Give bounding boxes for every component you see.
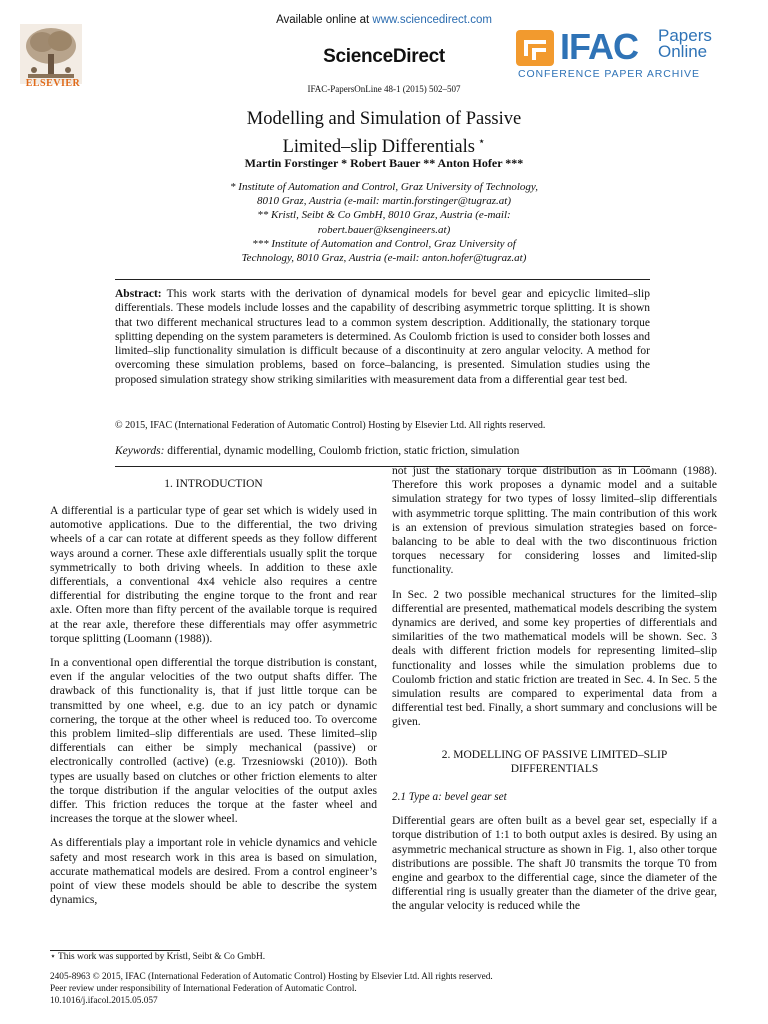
available-online-line <box>0 14 768 26</box>
affiliation-line: *** Institute of Automation and Control, Graz University of <box>252 237 516 250</box>
author-affiliations <box>0 180 768 265</box>
copyright-line: © 2015, IFAC (International Federation of Automatic Control) Hosting by Elsevier Ltd. All rights reserved. <box>115 420 546 431</box>
body-paragraph: In Sec. 2 two possible mechanical structures for the limited–slip differential are presented, mathematical models describing the system dynamics are derived, and some key properties of differentials and similarities of the two mathematical models will be shown. Sec. 3 deals with different friction models for representing limited–slip functionality and losses while the simulation problems due to Coulomb friction and static friction are treated in Sec. 4. In Sec. 5 the simulation results are compared to experimental data from a differential test bed. Finally, a short summary and conclusions will be given. <box>392 587 717 729</box>
section-1-heading: 1. INTRODUCTION <box>164 478 263 490</box>
ifac-papers-label: Papers <box>658 26 712 45</box>
affiliation-line: robert.bauer@ksengineers.at) <box>317 223 451 236</box>
body-paragraph: As differentials play a important role in vehicle dynamics and vehicle safety and most research work in this area is based on simulation, accurate mathematical models are desired. From a control engineer’s point of view these models should be able to describe the system dynamics, <box>50 836 377 907</box>
keywords-text: differential, dynamic modelling, Coulomb friction, static friction, simulation <box>167 445 520 457</box>
funding-footnote: ⋆ This work was supported by Kristl, Seibt & Co GmbH. <box>50 952 266 962</box>
available-prefix: Available online at <box>276 14 373 26</box>
ifac-online-label: Online <box>658 42 708 61</box>
publication-footer <box>50 971 710 1007</box>
ifac-mark-icon <box>516 30 554 66</box>
body-paragraph: In a conventional open differential the torque distribution is constant, even if the angular velocities of the two output shafts differ. The drawback of this functionality is, that if just little torque can be transmitted by one wheel, e.g. due to an icy patch or dynamic cornering, the torque at the other wheel is reduced too. To overcome this problem limited–slip differentials are used. These limited–slip differentials can either be simply mechanical (passive) or electronically controlled (active) (e.g. Trzesniowski (2010)). Both types are usually based on clutches or other friction elements to alter the torque distribution if the angular velocities of the output axles differ. This friction reduces the torque at the faster wheel and increases the torque at the slower wheel. <box>50 656 377 826</box>
paper-authors: Martin Forstinger * Robert Bauer ** Anton Hofer *** <box>244 156 524 170</box>
title-line-2-wrap <box>0 130 768 158</box>
title-footnote-star: ⋆ <box>477 134 486 148</box>
abstract-text: This work starts with the derivation of dynamical models for bevel gear and epicyclic limited–slip differentials. These models include losses and the capability of describing asymmetric torque splitting. It is shown that two different mechanical structures lead to a common system description. Additionally, the stationary torque splitting depending on the system parameters is determined. As Coulomb friction is used to consider both losses and limited–slip functionality simulation is difficult because of a discontinuity at zero angular velocity. A method for overcoming these simulation problems, based on force–balancing, is presented. Simulation studies using the proposed simulation strategy show striking similarities with measurement data from a differential gear test bed. <box>115 288 650 386</box>
elsevier-wordmark: ELSEVIER <box>25 78 81 89</box>
doi-link[interactable]: 10.1016/j.ifacol.2015.05.057 <box>50 996 158 1006</box>
affiliation-line: * Institute of Automation and Control, Graz University of Technology, <box>230 181 538 193</box>
subsection-2-1-heading: 2.1 Type a: bevel gear set <box>392 791 507 804</box>
section-2-heading-line-2: DIFFERENTIALS <box>510 762 599 775</box>
affiliation-line: Technology, 8010 Graz, Austria (e-mail: anton.hofer@tugraz.at) <box>241 252 527 265</box>
keywords-line <box>115 445 650 457</box>
ifac-word: IFAC <box>560 26 639 67</box>
sciencedirect-brand: ScienceDirect <box>323 46 445 67</box>
issn-line: 2405-8963 © 2015, IFAC (International Federation of Automatic Control) Hosting by Elsevier Ltd. All rights reserved. <box>50 972 493 982</box>
ifac-papersonline-logo <box>516 28 726 82</box>
affiliation-line: 8010 Graz, Austria (e-mail: martin.forstinger@tugraz.at) <box>256 195 512 208</box>
abstract-top-rule <box>115 279 650 280</box>
ifac-papers-online <box>658 28 712 60</box>
abstract-block <box>115 287 650 387</box>
left-column <box>50 504 377 917</box>
body-paragraph: not just the stationary torque distribution as in Loomann (1988). Therefore this work proposes a dynamic model and a suitable simulation strategy for two types of lossy limited–slip differentials with asymmetric torque splitting. The main contribution of this work is an extension of previous simulation strategies based on force-balancing to be able to deal with the two discontinuous friction torques necessary for considering losses and limited-slip functionality. <box>392 464 717 577</box>
ifac-archive-label: CONFERENCE PAPER ARCHIVE <box>518 68 700 80</box>
journal-citation: IFAC-PapersOnLine 48-1 (2015) 502–507 <box>307 84 461 94</box>
section-2-heading-line-1: 2. MODELLING OF PASSIVE LIMITED–SLIP <box>441 748 668 761</box>
section-2-heading <box>392 748 717 776</box>
body-paragraph: A differential is a particular type of gear set which is widely used in automotive applications. Due to the differential, the two driving wheels of a car can rotate at different speeds as they follow different ways around a corner. These axle differentials usually split the torque symmetrically to both driving wheels. In addition to these axle differentials, a conventional 4x4 vehicle also requires a centre differential for distributing the engine torque to the front and rear axle. Often more than fifty percent of the available torque is required at the rear axle, therefore these differentials may offer asymmetric torque splitting (Loomann (1988)). <box>50 504 377 645</box>
keywords-label: Keywords: <box>115 445 165 457</box>
title-line-2: Limited–slip Differentials <box>282 137 475 158</box>
affiliation-line: ** Kristl, Seibt & Co GmbH, 8010 Graz, Austria (e-mail: <box>257 209 511 222</box>
sciencedirect-url-link[interactable]: www.sciencedirect.com <box>372 14 492 26</box>
paper-title <box>0 108 768 158</box>
peer-review-line: Peer review under responsibility of International Federation of Automatic Control. <box>50 984 357 994</box>
right-column <box>392 464 717 924</box>
body-paragraph: Differential gears are often built as a bevel gear set, especially if a torque distribution of 1:1 to both output axles is desired. By using an asymmetric mechanical structure as shown in Fig. 1, also other torque distributions are possible. The shaft J0 transmits the torque T0 from engine and gearbox to the differential cage, since the diameter of the differential ring is usually greater than the diameter of the drive gear, the angular velocity is reduced while the <box>392 814 717 913</box>
abstract-label: Abstract: <box>115 288 162 300</box>
title-line-1: Modelling and Simulation of Passive <box>246 109 522 129</box>
